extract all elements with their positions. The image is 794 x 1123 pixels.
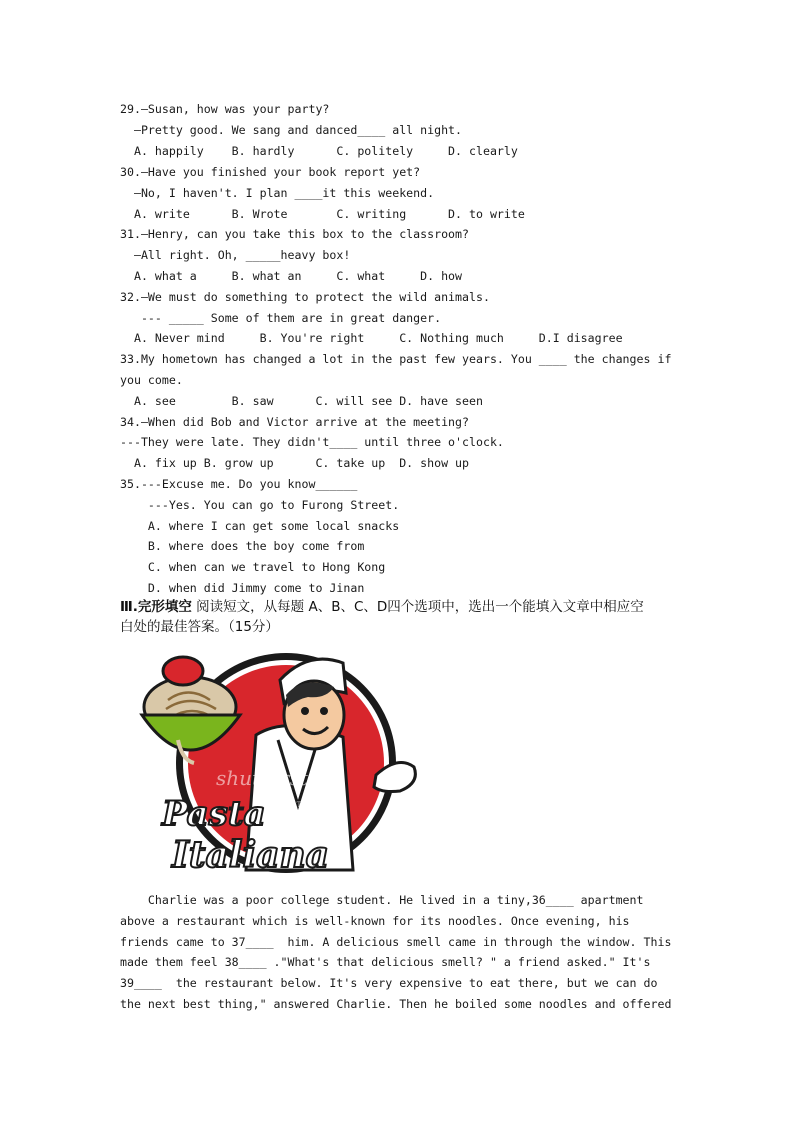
q29-reply: —Pretty good. We sang and danced____ all night. [120,123,463,137]
section3-instruction: 阅读短文，从每题 A、B、C、D四个选项中，选出一个能填入文章中相应空 [191,599,644,615]
q35-option-b: B. where does the boy come from [120,539,365,553]
passage-line-4: made them feel 38____ ."What's that delicious smell? " a friend asked." It's [120,955,651,969]
logo-word-italiana: Italiana [172,834,329,876]
q32-options: A. Never mind B. You're right C. Nothing much D.I disagree [120,331,623,345]
q35-option-a: A. where I can get some local snacks [120,519,400,533]
q29-options: A. happily B. hardly C. politely D. clearly [120,144,518,158]
q30-reply: —No, I haven't. I plan ____it this weekend. [120,186,435,200]
q35-reply: ---Yes. You can go to Furong Street. [120,498,400,512]
q34-options: A. fix up B. grow up C. take up D. show up [120,456,470,470]
logo-word-pasta: Pasta [162,794,266,834]
q33-stem-continued: you come. [120,373,183,387]
q30-options: A. write B. Wrote C. writing D. to write [120,207,525,221]
passage-line-3: friends came to 37____ him. A delicious smell came in through the window. This [120,935,672,949]
q35-option-c: C. when can we travel to Hong Kong [120,560,386,574]
q34-reply: ---They were late. They didn't____ until three o'clock. [120,435,504,449]
section3-heading-line [120,597,644,617]
q30-stem: 30.—Have you finished your book report yet? [120,165,421,179]
q31-reply: —All right. Oh, _____heavy box! [120,248,351,262]
watermark-text: shutterstock [216,766,344,790]
q32-reply: --- _____ Some of them are in great danger. [120,311,442,325]
q35-stem: 35.---Excuse me. Do you know______ [120,477,358,491]
passage-line-2: above a restaurant which is well-known for its noodles. Once evening, his [120,914,630,928]
q34-stem: 34.—When did Bob and Victor arrive at the meeting? [120,415,470,429]
q32-stem: 32.—We must do something to protect the wild animals. [120,290,490,304]
section3-instruction-continued: 白处的最佳答案。（15分） [120,619,279,635]
logo-credit: by Thomas Hopfl [286,801,347,809]
q31-options: A. what a B. what an C. what D. how [120,269,463,283]
q35-option-d: D. when did Jimmy come to Jinan [120,581,365,595]
q33-stem: 33.My hometown has changed a lot in the past few years. You ____ the changes if [120,352,672,366]
pasta-italiana-logo [138,645,428,880]
section3-heading: Ⅲ.完形填空 [120,599,192,615]
passage-line-6: the next best thing," answered Charlie. Then he boiled some noodles and offered [120,997,672,1011]
passage-line-5: 39____ the restaurant below. It's very expensive to eat there, but we can do [120,976,658,990]
q31-stem: 31.—Henry, can you take this box to the classroom? [120,227,470,241]
q29-stem: 29.—Susan, how was your party? [120,102,330,116]
passage-line-1: Charlie was a poor college student. He lived in a tiny,36____ apartment [120,893,644,907]
q33-options: A. see B. saw C. will see D. have seen [120,394,483,408]
